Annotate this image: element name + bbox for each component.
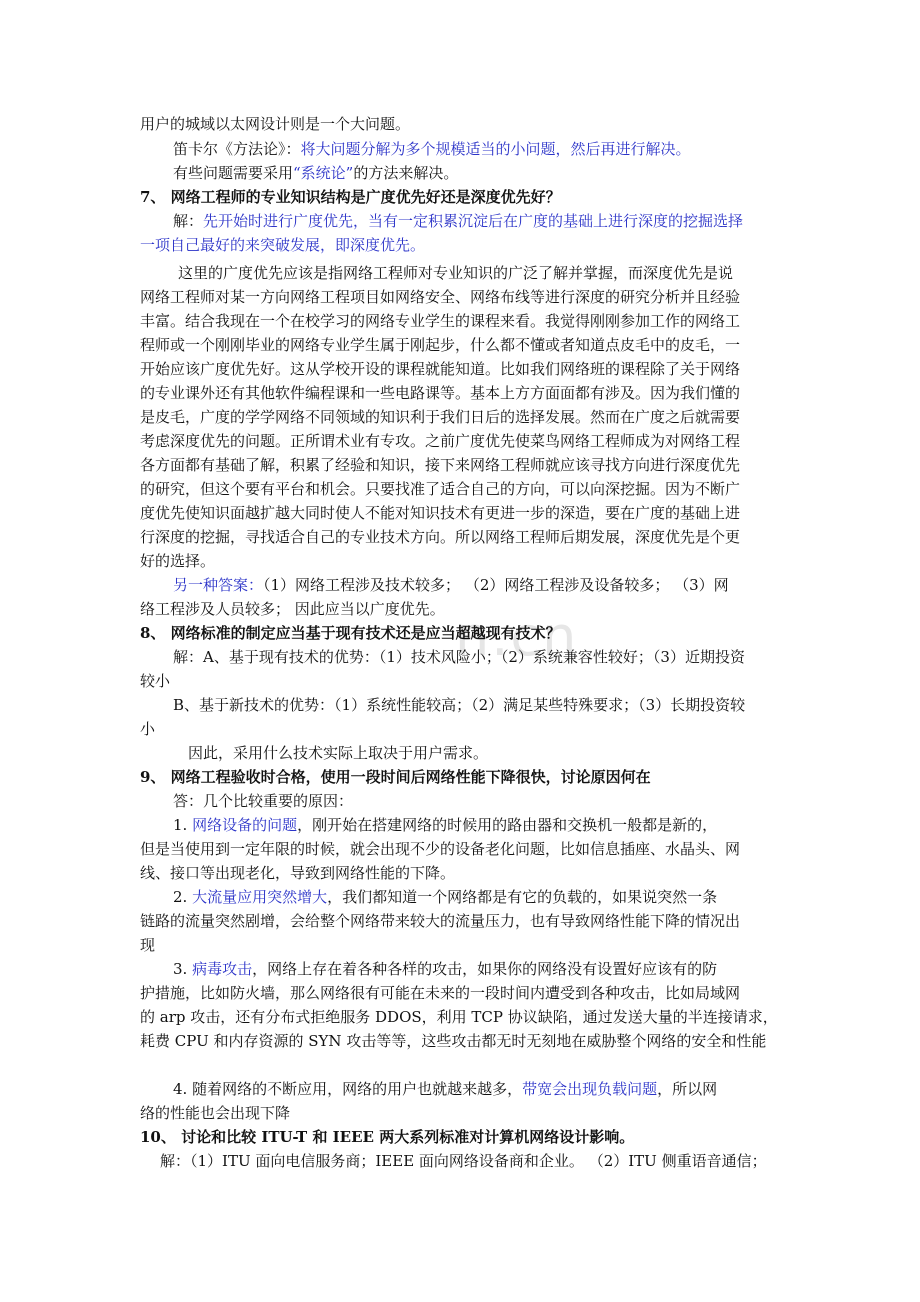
reason-line: 现 [140,936,156,954]
highlight-text: 先开始时进行广度优先，当有一定积累沉淀后在广度的基础上进行深度的挖掘选择 [203,212,744,230]
text-span: 解： [173,212,204,230]
paragraph-line: 是皮毛，广度的学学网络不同领域的知识利于我们日后的选择发展。然而在广度之后就需要 [140,408,741,426]
text-line [173,162,458,184]
reason-line: 的 arp 攻击，还有分布式拒绝服务 DDOS，利用 TCP 协议缺陷，通过发送大量的半连接请求， [140,1008,778,1026]
reason-line [173,958,717,980]
text-span: ，刚开始在搭建网络的时候用的路由器和交换机一般都是新的， [297,816,718,834]
answer-line: 小 [140,720,156,738]
highlight-text: 将大问题分解为多个规模适当的小问题，然后再进行解决。 [300,140,691,158]
paragraph-line: 网络工程师对某一方向网络工程项目如网络安全、网络布线等进行深度的研究分析并且经验 [140,288,741,306]
highlight-text: 网络设备的问题 [192,816,298,834]
paragraph-line: 丰富。结合我现在一个在校学习的网络专业学生的课程来看。我觉得刚刚参加工作的网络工 [140,312,741,330]
highlight-text: 带宽会出现负载问题 [522,1080,658,1098]
watermark: n.cn [455,605,579,668]
highlight-text: 病毒攻击 [192,960,253,978]
paragraph-line: 考虑深度优先的问题。正所谓术业有专攻。之前广度优先使菜鸟网络工程师成为对网络工程 [140,432,741,450]
text-span: （1）网络工程涉及技术较多； （2）网络工程涉及设备较多； （3）网 [263,576,729,594]
text-span: ，网络上存在着各种各样的攻击，如果你的网络没有设置好应该有的防 [252,960,718,978]
reason-line [173,886,717,908]
reason-line: 线、接口等出现老化，导致到网络性能的下降。 [140,864,456,882]
alt-answer-line [173,574,729,596]
list-number: 4. [173,1080,193,1098]
paragraph-line: 各方面都有基础了解，积累了经验和知识，接下来网络工程师就应该寻找方向进行深度优先 [140,456,741,474]
text-line [173,138,691,160]
paragraph-line: 的专业课外还有其他软件编程课和一些电路课等。基本上方方面面都有涉及。因为我们懂的 [140,384,741,402]
question-heading: 7、 网络工程师的专业知识结构是广度优先好还是深度优先好？ [140,188,561,206]
paragraph-line: 行深度的挖掘，寻找适合自己的专业技术方向。所以网络工程师后期发展，深度优先是个更 [140,528,741,546]
question-heading: 8、 网络标准的制定应当基于现有技术还是应当超越现有技术？ [140,624,561,642]
answer-line: 较小 [140,672,171,690]
highlight-text: 大流量应用突然增大 [192,888,328,906]
answer-line: 答：几个比较重要的原因： [173,792,354,810]
question-heading: 9、 网络工程验收时合格，使用一段时间后网络性能下降很快，讨论原因何在 [140,768,651,786]
text-span: 有些问题需要采用 [173,164,294,182]
text-span: 的方法来解决。 [353,164,459,182]
highlight-line: 一项自己最好的来突破发展，即深度优先。 [140,236,426,254]
paragraph-line: 开始应该广度优先好。这从学校开设的课程就能知道。比如我们网络班的课程除了关于网络 [140,360,741,378]
text-span: 笛卡尔《方法论》： [173,140,301,158]
text-span: ，我们都知道一个网络都是有它的负载的，如果说突然一条 [327,888,718,906]
answer-line: 解：A、基于现有技术的优势：（1）技术风险小；（2）系统兼容性较好；（3）近期投资 [173,648,745,666]
answer-line: 因此，采用什么技术实际上取决于用户需求。 [188,744,489,762]
reason-line: 耗费 CPU 和内存资源的 SYN 攻击等等，这些攻击都无时无刻地在威胁整个网络的安全和性能 [140,1032,767,1050]
paragraph-line: 这里的广度优先应该是指网络工程师对专业知识的广泛了解并掌握，而深度优先是说 [178,264,734,282]
paragraph-line: 的研究，但这个要有平台和机会。只要找准了适合自己的方向，可以向深挖掘。因为不断广 [140,480,741,498]
answer-line: B、基于新技术的优势：（1）系统性能较高；（2）满足某些特殊要求；（3）长期投资较 [173,696,746,714]
list-number: 3. [173,960,193,978]
question-heading: 10、 讨论和比较 ITU-T 和 IEEE 两大系列标准对计算机网络设计影响。 [140,1128,635,1146]
reason-line: 络的性能也会出现下降 [140,1104,291,1122]
text-line: 用户的城域以太网设计则是一个大问题。 [140,115,411,133]
list-number: 1. [173,816,193,834]
reason-line: 链路的流量突然剧增，会给整个网络带来较大的流量压力，也有导致网络性能下降的情况出 [140,912,741,930]
list-number: 2. [173,888,193,906]
reason-line: 护措施，比如防火墙，那么网络很有可能在未来的一段时间内遭受到各种攻击，比如局域网 [140,984,741,1002]
paragraph-line: 程师或一个刚刚毕业的网络专业学生属于刚起步，什么都不懂或者知道点皮毛中的皮毛，一 [140,336,741,354]
text-span: ，所以网 [657,1080,718,1098]
highlight-text: 另一种答案： [173,576,264,594]
reason-line [173,1078,717,1100]
alt-answer-line: 络工程涉及人员较多； 因此应当以广度优先。 [140,600,445,618]
paragraph-line: 好的选择。 [140,552,216,570]
reason-line: 但是当使用到一定年限的时候，就会出现不少的设备老化问题，比如信息插座、水晶头、网 [140,840,741,858]
reason-line [173,814,717,836]
highlight-text: “系统论” [293,164,354,182]
answer-line [173,210,743,232]
answer-line: 解：（1）ITU 面向电信服务商；IEEE 面向网络设备商和企业。 （2）ITU 侧重语音通信； [160,1152,767,1170]
text-span: 随着网络的不断应用，网络的用户也就越来越多， [192,1080,523,1098]
paragraph-line: 度优先使知识面越扩越大同时使人不能对知识技术有更进一步的深造，要在广度的基础上进 [140,504,741,522]
